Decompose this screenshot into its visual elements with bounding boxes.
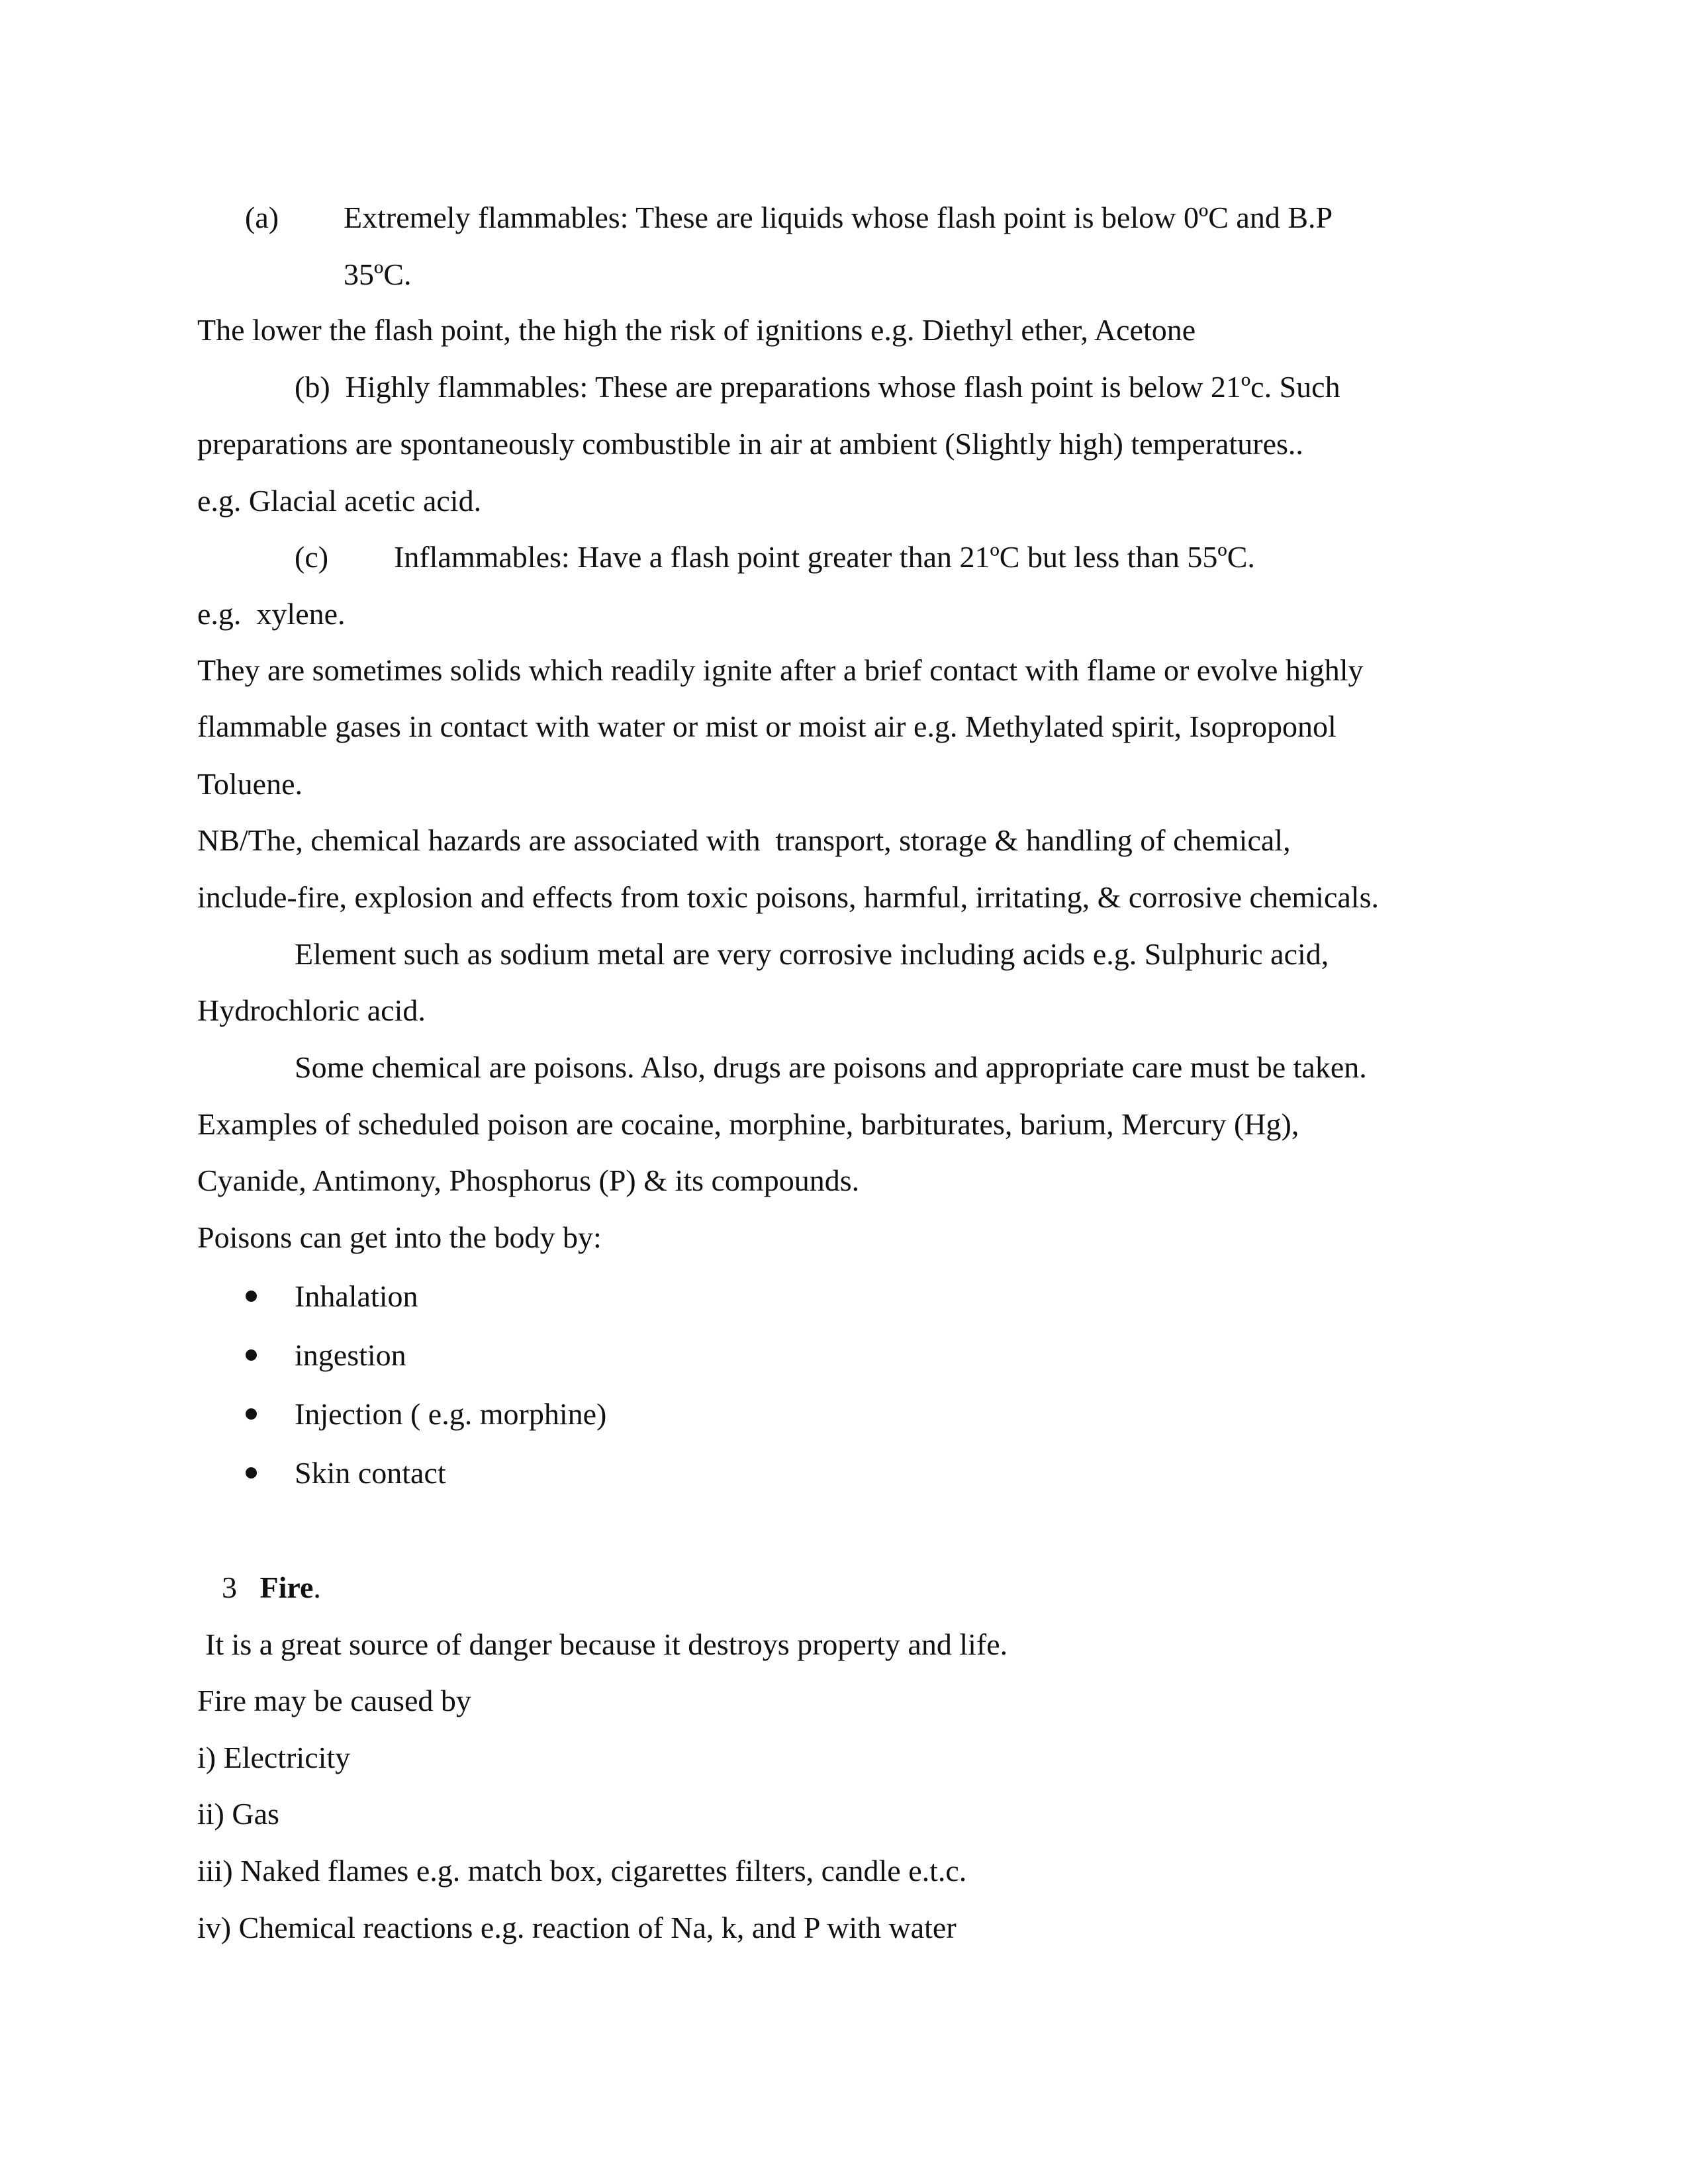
paragraph-line: Toluene. [197, 767, 303, 801]
item-c-marker: (c) [295, 540, 329, 574]
item-c-line: Inflammables: Have a flash point greater than 21ºC but less than 55ºC. [394, 540, 1255, 574]
cause-item: i) Electricity [197, 1741, 351, 1774]
section-title: Fire [259, 1570, 314, 1604]
item-a-marker: (a) [245, 201, 279, 234]
item-a-line-2: 35ºC. [344, 257, 412, 291]
paragraph-line: Cyanide, Antimony, Phosphorus (P) & its compounds. [197, 1163, 860, 1197]
bullet-dot-icon [246, 1291, 257, 1302]
paragraph-line: The lower the flash point, the high the risk of ignitions e.g. Diethyl ether, Acetone [197, 313, 1196, 347]
section-title-period: . [313, 1570, 321, 1604]
item-b-line: (b) Highly flammables: These are preparations whose flash point is below 21ºc. Such [295, 370, 1340, 404]
paragraph-line: Element such as sodium metal are very corrosive including acids e.g. Sulphuric acid, [295, 937, 1329, 971]
cause-item: iii) Naked flames e.g. match box, cigarettes filters, candle e.t.c. [197, 1854, 967, 1888]
paragraph-line: include-fire, explosion and effects from toxic poisons, harmful, irritating, & corrosive chemicals. [197, 880, 1379, 914]
section-number: 3 [222, 1570, 237, 1604]
paragraph-line: e.g. xylene. [197, 597, 346, 631]
paragraph-line: Poisons can get into the body by: [197, 1220, 602, 1254]
bullet-dot-icon [246, 1408, 257, 1420]
paragraph-line: preparations are spontaneously combustible in air at ambient (Slightly high) temperatures.. [197, 427, 1303, 461]
list-item: ingestion [295, 1338, 406, 1372]
paragraph-line: Fire may be caused by [197, 1684, 471, 1717]
cause-item: iv) Chemical reactions e.g. reaction of Na, k, and P with water [197, 1911, 957, 1944]
cause-item: ii) Gas [197, 1797, 279, 1831]
paragraph-line: NB/The, chemical hazards are associated with transport, storage & handling of chemical, [197, 823, 1291, 857]
item-a-line-1: Extremely flammables: These are liquids whose flash point is below 0ºC and B.P [344, 201, 1333, 234]
list-item: Skin contact [295, 1456, 446, 1490]
bullet-dot-icon [246, 1467, 257, 1479]
list-item: Inhalation [295, 1279, 418, 1313]
list-item: Injection ( e.g. morphine) [295, 1397, 607, 1431]
bullet-dot-icon [246, 1349, 257, 1361]
paragraph-line: flammable gases in contact with water or mist or moist air e.g. Methylated spirit, Isoproponol [197, 709, 1336, 743]
paragraph-line: Examples of scheduled poison are cocaine, morphine, barbiturates, barium, Mercury (Hg), [197, 1107, 1299, 1141]
paragraph-line: Hydrochloric acid. [197, 993, 426, 1027]
paragraph-line: It is a great source of danger because it destroys property and life. [205, 1627, 1008, 1661]
section-heading [222, 1568, 321, 1608]
paragraph-line: e.g. Glacial acetic acid. [197, 484, 482, 518]
paragraph-line: They are sometimes solids which readily ignite after a brief contact with flame or evolve highly [197, 653, 1364, 687]
paragraph-line: Some chemical are poisons. Also, drugs are poisons and appropriate care must be taken. [295, 1050, 1367, 1084]
